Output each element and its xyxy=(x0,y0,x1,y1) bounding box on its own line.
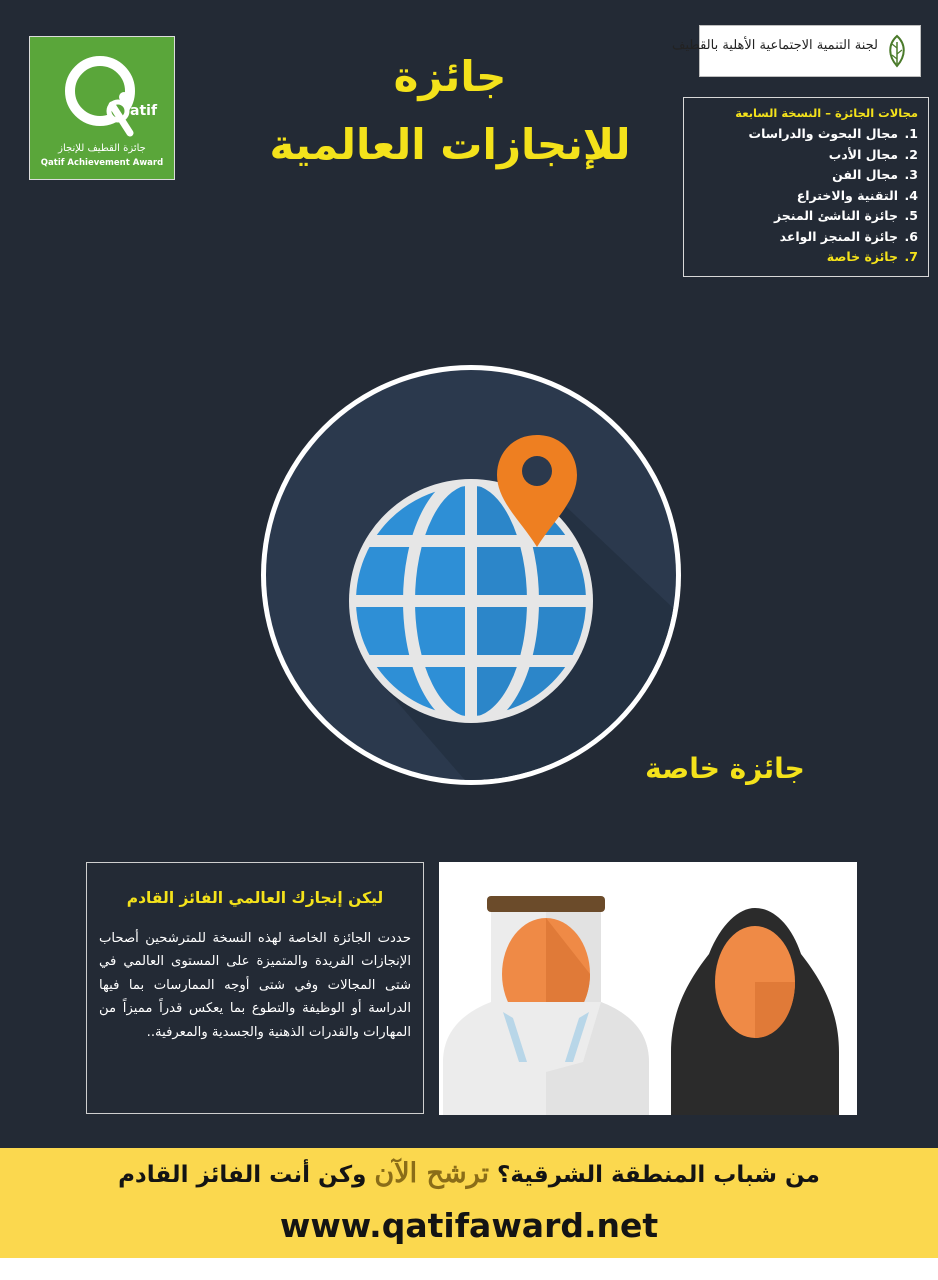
logo-arabic-name: جائزة القطيف للإنجاز xyxy=(58,143,146,154)
logo-suffix: atif xyxy=(130,103,158,119)
categories-header: مجالات الجائزة – النسخة السابعة xyxy=(735,106,918,120)
category-item: 6.جائزة المنجز الواعد xyxy=(779,228,918,244)
qatif-award-logo xyxy=(29,36,175,180)
cta-accent: ترشح الآن xyxy=(374,1158,489,1189)
title-line-2: للإنجازات العالمية xyxy=(269,120,631,169)
category-item: 4.التقنية والاختراع xyxy=(796,187,918,203)
logo-english-name: Qatif Achievement Award xyxy=(40,158,164,168)
cta-before: من شباب المنطقة الشرقية؟ xyxy=(497,1162,820,1188)
call-to-action-banner xyxy=(0,1148,938,1258)
qatif-q-logo-icon xyxy=(60,47,146,139)
categories-list xyxy=(690,124,918,268)
cta-after: وكن أنت الفائز القادم xyxy=(118,1162,367,1188)
category-item: 2.مجال الأدب xyxy=(828,146,918,162)
category-item-highlighted: 7.جائزة خاصة xyxy=(826,249,918,264)
website-url[interactable]: www.qatifaward.net xyxy=(279,1206,659,1245)
info-heading: ليكن إنجازك العالمي الفائز القادم xyxy=(126,889,384,907)
special-award-info-box xyxy=(86,862,424,1114)
man-and-woman-avatars-icon xyxy=(439,862,857,1115)
globe-with-location-pin-icon xyxy=(259,361,683,789)
committee-logo xyxy=(672,25,921,77)
committee-name: لجنة التنمية الاجتماعية الأهلية بالقطيف xyxy=(672,38,878,53)
category-item: 1.مجال البحوث والدراسات xyxy=(748,126,918,141)
cta-text xyxy=(0,1158,938,1189)
title-line-1: جائزة xyxy=(393,52,507,101)
category-item: 3.مجال الفن xyxy=(832,167,918,182)
category-item: 5.جائزة الناشئ المنجز xyxy=(773,208,918,223)
leaf-emblem-icon xyxy=(884,34,910,68)
award-categories-box xyxy=(683,97,929,277)
special-award-label: جائزة خاصة xyxy=(645,752,805,785)
info-body: حددت الجائزة الخاصة لهذه النسخة للمترشحين أصحاب الإنجازات الفريدة والمتميزة على المستوى العالمي في شتى المجالات وفي شتى أوجه الممارسات بما فيها الدراسة أو الوظيفة والتطوع بما يعكس قدراً مميزاً من المهارات والقدرات الذهنية والجسدية والمعرفية.. xyxy=(99,931,411,1040)
